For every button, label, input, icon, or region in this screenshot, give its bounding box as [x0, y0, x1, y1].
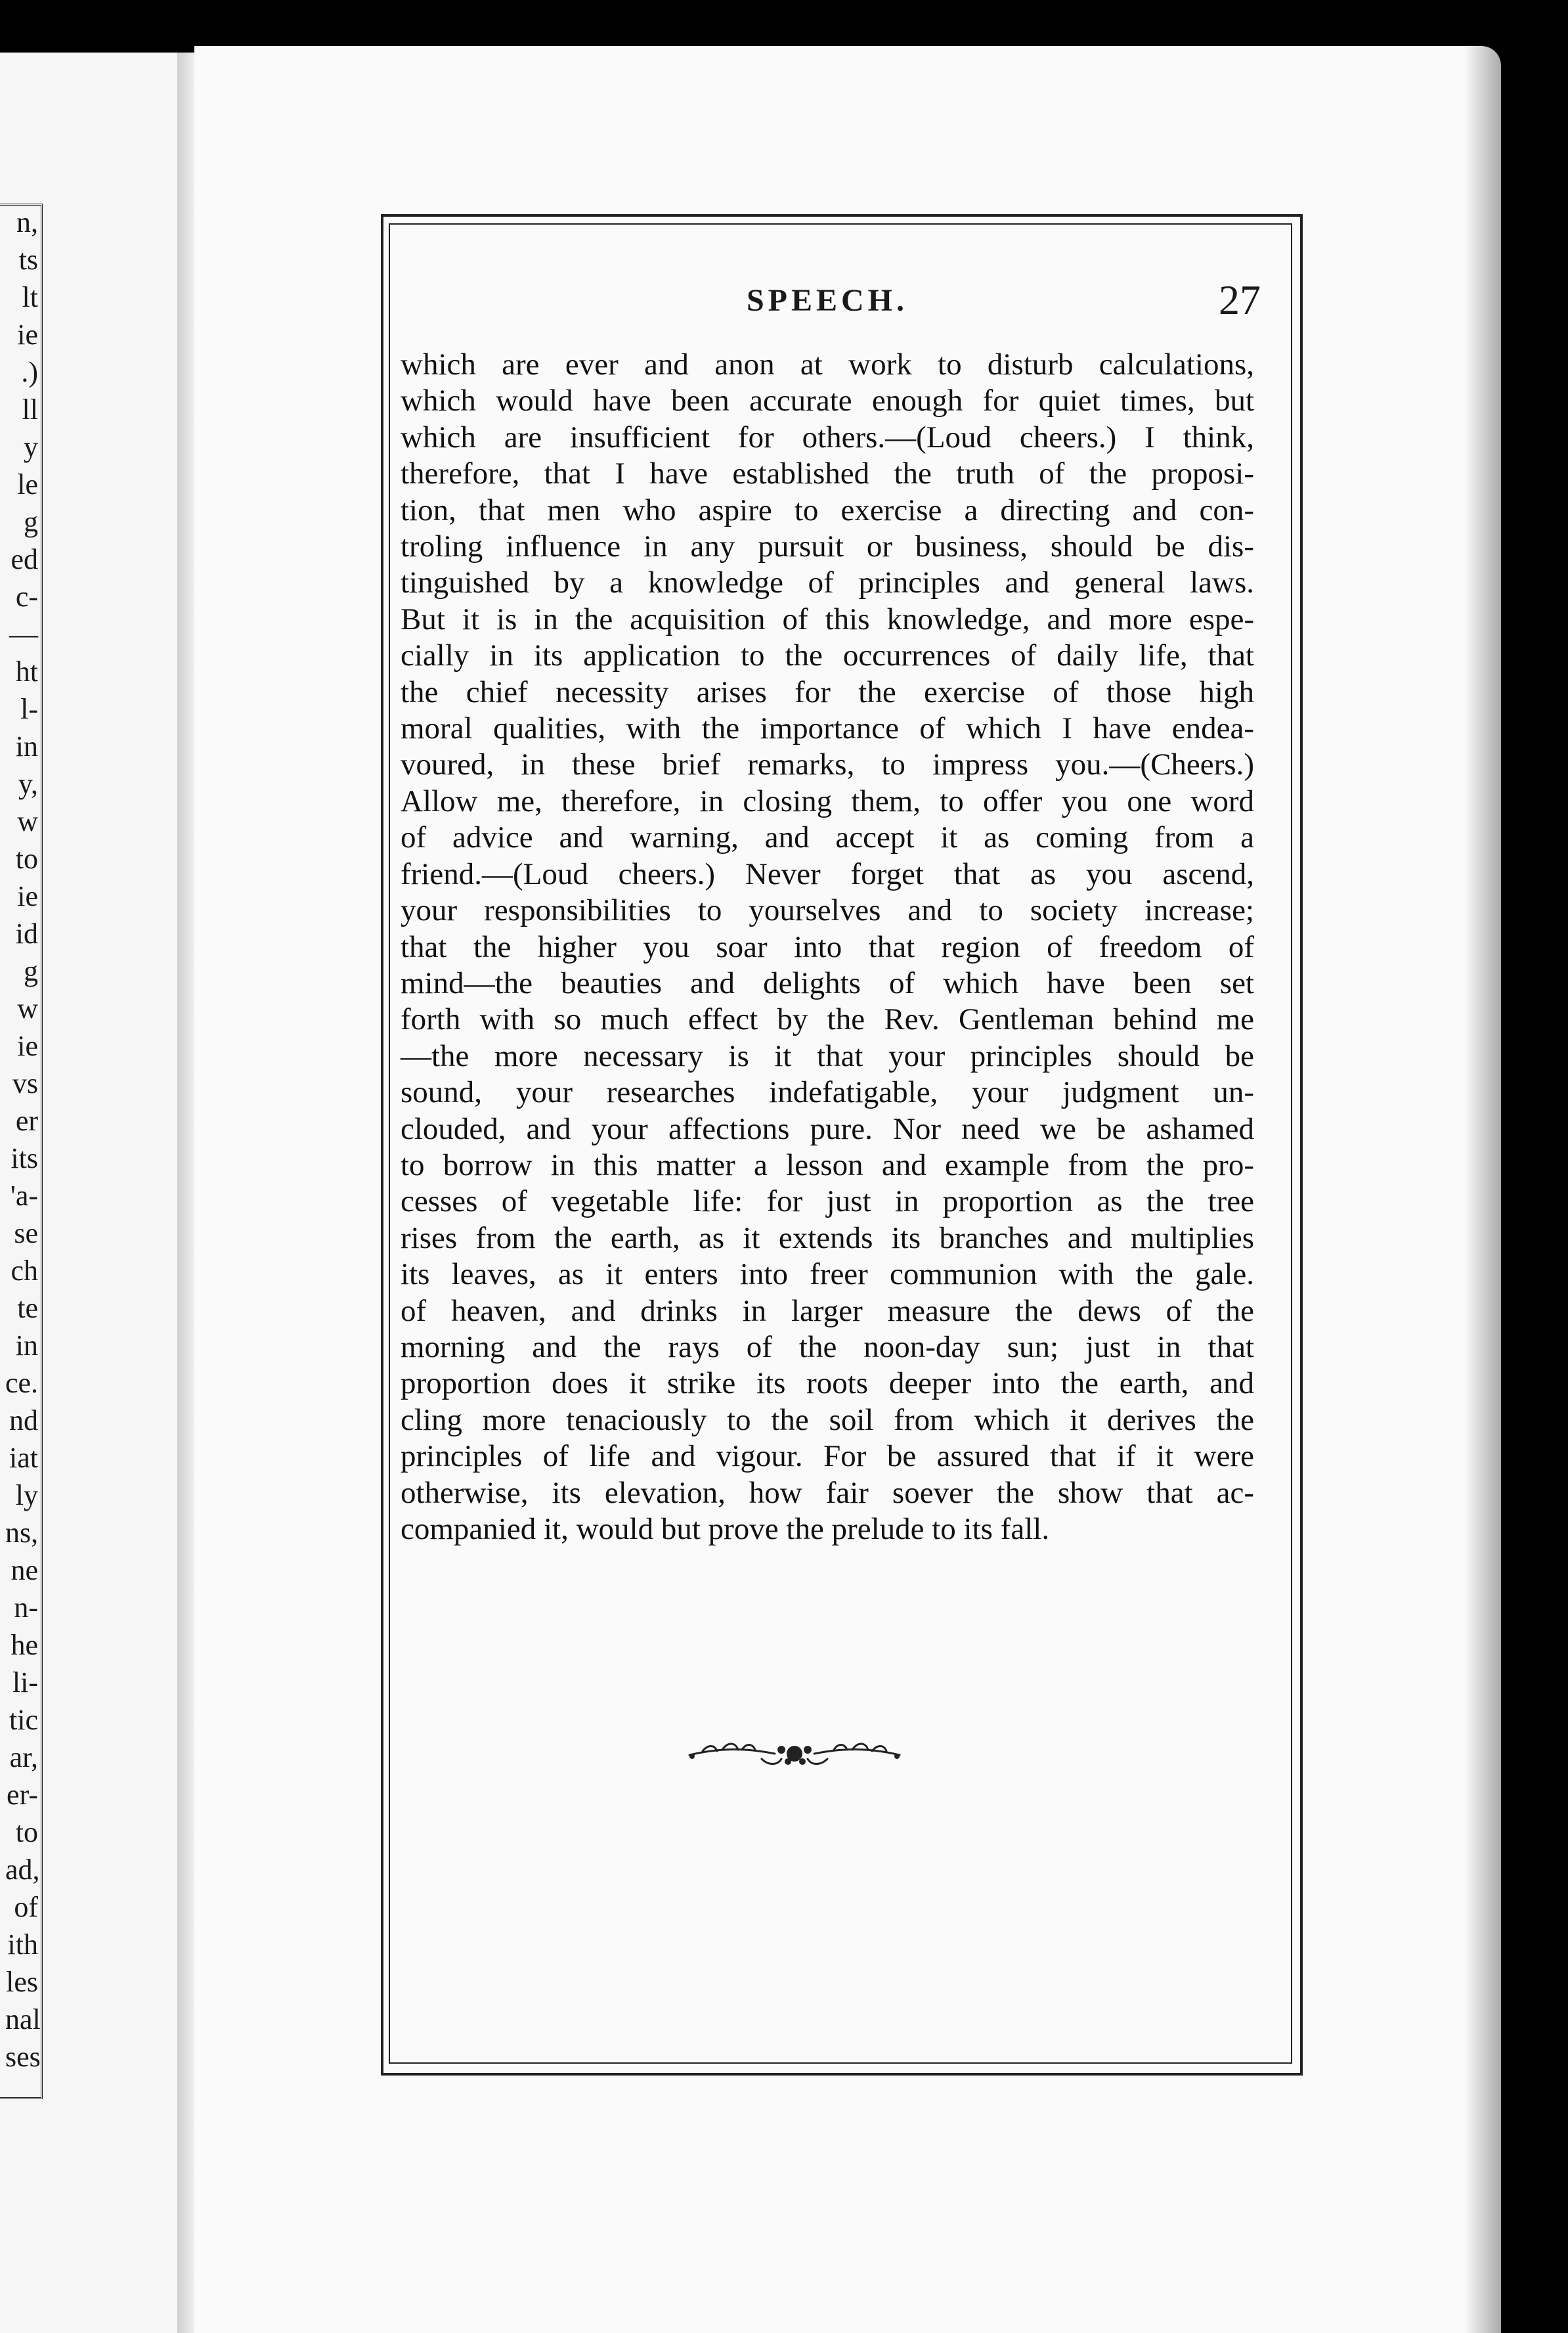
facing-page-fragment: ce.: [5, 1367, 39, 1399]
facing-page-fragment: n-: [14, 1591, 38, 1624]
speech-body-text: [401, 347, 1254, 1547]
text-line: tion, that men who aspire to exercise a directing and con-: [401, 493, 1254, 527]
text-line: Allow me, therefore, in closing them, to offer you one word: [401, 784, 1254, 818]
facing-page-fragment: y,: [18, 768, 38, 800]
facing-page-fragment: ns,: [5, 1517, 39, 1549]
facing-page-fragment: nal: [5, 2003, 41, 2035]
text-line: cesses of vegetable life: for just in proportion as the tree: [401, 1184, 1254, 1219]
facing-page-fragment: er-: [7, 1779, 38, 1811]
text-line: which are ever and anon at work to disturb calculations,: [401, 347, 1254, 382]
text-line: otherwise, its elevation, how fair soever the show that ac-: [401, 1475, 1254, 1510]
facing-page-fragment: c-: [15, 581, 38, 613]
facing-page-fragment: ed: [11, 543, 38, 575]
facing-page-fragment: ad,: [5, 1854, 40, 1886]
text-line: of heaven, and drinks in larger measure the dews of the: [401, 1293, 1254, 1328]
facing-page-fragment: to: [15, 1816, 38, 1848]
facing-page-fragment: se: [14, 1217, 38, 1249]
facing-page-text-fragments: [5, 204, 41, 2076]
facing-page-fragment: li-: [12, 1666, 38, 1699]
facing-page-fragment: tic: [9, 1704, 38, 1736]
text-line: moral qualities, with the importance of which I have endea-: [401, 711, 1254, 746]
facing-page-sliver: [0, 53, 190, 2333]
facing-page-fragment: ht: [15, 655, 38, 688]
text-line: principles of life and vigour. For be assured that if it were: [401, 1439, 1254, 1474]
text-line: of advice and warning, and accept it as coming from a: [401, 820, 1254, 855]
text-line: sound, your researches indefatigable, your judgment un-: [401, 1075, 1254, 1110]
text-line: proportion does it strike its roots deeper into the earth, and: [401, 1366, 1254, 1401]
facing-page-fragment: ar,: [9, 1741, 38, 1773]
facing-page-fragment: —: [9, 618, 38, 650]
facing-page-fragment: ch: [11, 1255, 38, 1287]
text-line: which would have been accurate enough for quiet times, but: [401, 384, 1254, 418]
facing-page-fragment: id: [15, 918, 38, 950]
text-line: voured, in these brief remarks, to impress you.—(Cheers.): [401, 747, 1254, 782]
text-line: cling more tenaciously to the soil from which it derives the: [401, 1402, 1254, 1437]
facing-page-fragment: g: [24, 955, 38, 987]
facing-page-fragment: l-: [20, 693, 38, 725]
running-head: [394, 276, 1261, 328]
text-line: But it is in the acquisition of this knowledge, and more espe-: [401, 602, 1254, 636]
text-line: tinguished by a knowledge of principles and general laws.: [401, 566, 1254, 600]
facing-page-fragment: ne: [11, 1554, 38, 1586]
facing-page-fragment: nd: [9, 1404, 38, 1436]
facing-page-fragment: ie: [17, 880, 38, 912]
running-head-title: SPEECH.: [746, 283, 909, 318]
text-line: cially in its application to the occurrences of daily life, that: [401, 638, 1254, 673]
text-line: mind—the beauties and delights of which have been set: [401, 966, 1254, 1000]
facing-page-fragment: ll: [22, 393, 38, 426]
facing-page-fragment: to: [15, 843, 38, 875]
facing-page-fragment: its: [11, 1142, 38, 1174]
text-line: its leaves, as it enters into freer communion with the gale.: [401, 1257, 1254, 1292]
text-line: that the higher you soar into that region of freedom of: [401, 929, 1254, 964]
text-line: clouded, and your affections pure. Nor need we be ashamed: [401, 1111, 1254, 1146]
scan-background: [0, 0, 1568, 53]
text-line: the chief necessity arises for the exercise of those high: [401, 675, 1254, 709]
facing-page-fragment: ts: [18, 244, 38, 276]
facing-page-fragment: y: [24, 431, 38, 463]
text-line: forth with so much effect by the Rev. Gentleman behind me: [401, 1002, 1254, 1037]
text-line: therefore, that I have established the truth of the proposi-: [401, 456, 1254, 491]
facing-page-fragment: er: [15, 1105, 38, 1137]
text-line: morning and the rays of the noon-day sun; just in that: [401, 1329, 1254, 1364]
page-number: 27: [1219, 277, 1261, 323]
text-line: to borrow in this matter a lesson and example from the pro-: [401, 1147, 1254, 1182]
facing-page-fragment: ses: [5, 2041, 41, 2073]
text-line: rises from the earth, as it extends its branches and multiplies: [401, 1220, 1254, 1255]
facing-page-fragment: ly: [15, 1479, 38, 1511]
facing-page-fragment: lt: [22, 281, 38, 313]
facing-page-fragment: in: [15, 1329, 38, 1362]
facing-page-fragment: les: [6, 1966, 38, 1998]
facing-page-fragment: w: [17, 805, 38, 837]
text-line: friend.—(Loud cheers.) Never forget that as you ascend,: [401, 856, 1254, 891]
facing-page-fragment: vs: [12, 1067, 38, 1100]
text-line: companied it, would but prove the prelude to its fall.: [401, 1512, 1050, 1546]
facing-page-fragment: 'a-: [10, 1180, 38, 1212]
facing-page-fragment: iat: [9, 1442, 38, 1474]
facing-page-fragment: ie: [17, 1030, 38, 1062]
text-line: —the more necessary is it that your principles should be: [401, 1038, 1254, 1073]
facing-page-fragment: in: [15, 730, 38, 763]
facing-page-fragment: w: [17, 992, 38, 1025]
page-edge-shadow: [1464, 46, 1568, 2333]
facing-page-fragment: .): [21, 356, 38, 388]
facing-page-fragment: ith: [7, 1928, 38, 1961]
facing-page-fragment: of: [14, 1891, 38, 1923]
floral-ornament-icon: [683, 1727, 906, 1780]
facing-page-fragment: g: [24, 506, 38, 538]
facing-page-fragment: ie: [17, 319, 38, 351]
text-line: your responsibilities to yourselves and to society increase;: [401, 893, 1254, 928]
facing-page-fragment: le: [17, 468, 38, 500]
facing-page-fragment: n,: [16, 206, 38, 238]
facing-page-fragment: he: [11, 1629, 38, 1661]
facing-page-fragment: te: [17, 1292, 38, 1324]
text-line: which are insufficient for others.—(Loud cheers.) I think,: [401, 420, 1254, 455]
text-line: troling influence in any pursuit or business, should be dis-: [401, 529, 1254, 564]
